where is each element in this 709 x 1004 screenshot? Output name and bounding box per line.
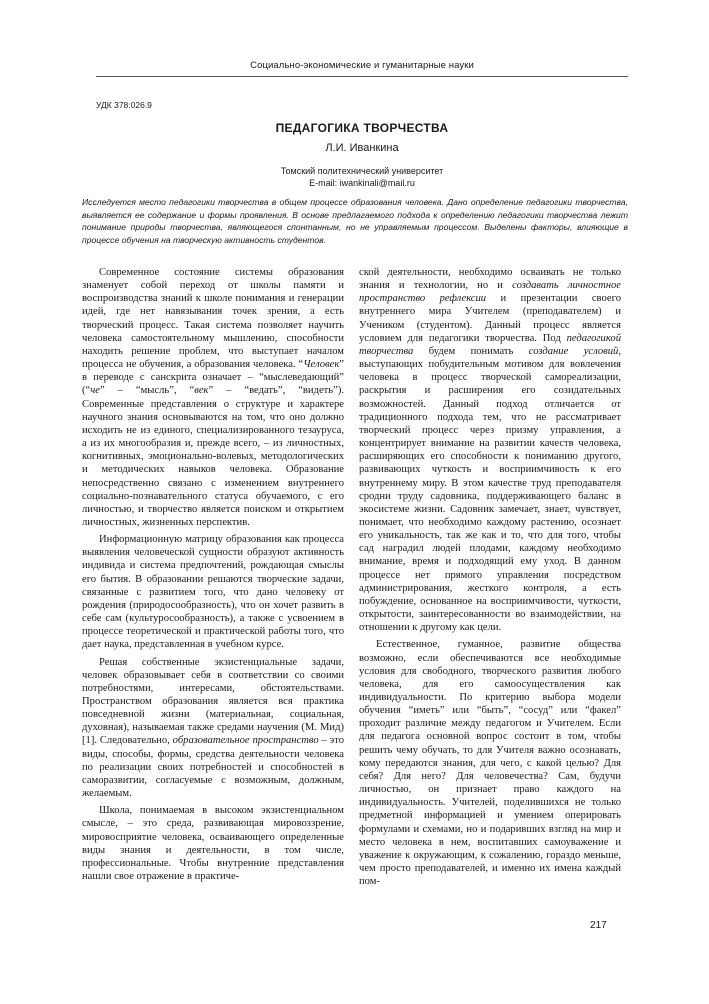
text-span: – это виды, способы, формы, средства деятельности человека по реализации своих потребностей и способностей в саморазвитии, согласуемые с возможным, должным, желаемым. — [82, 735, 345, 800]
text-span: и презентации своего внутреннего мира Учителем (преподавателем) и Учеником (студентом). Данный процесс является условием для педагогики творчества. Под — [359, 293, 621, 344]
emphasis-text: педагогикой творчества — [359, 332, 621, 357]
paragraph: Естественное, гуманное, развитие общества возможно, если обеспечиваются все необходимые условия для свободного, творческого развития любого человека, для его самоосуществления как индивидуальности. По критерию выбора модели обучения “иметь” или “быть”, “сосуд” или “факел” проходит различие между педагогом и Учителем. Если для педагога основной вопрос состоит в том, чтобы решить чему обучать, то для Учителя важно осознавать, кому передаются знания, для чего, с какой целью? Для себя? Для него? Для человечества? Сам, будучи личностью, он признает право каждого на индивидуальность. Учителей, поделившихся не только предметной информацией и умением оперировать формулами и схемами, но и подаривших взгляд на мир и место человека в нем, воспитавших самоуважение и уважение к окружающим, к сожалению, гораздо меньше, чем просто преподавателей, и именно их имена каждый пом- — [359, 639, 621, 888]
emphasis-text: создавать личностное пространство рефлексии — [359, 280, 621, 305]
emphasis-text: создание условий — [528, 345, 619, 357]
emphasis-text: че — [90, 385, 100, 397]
text-span: Решая собственные экзистенциальные задачи, человек образовывает себя в соответствии со своими потребностями, интересами, обстоятельствами. Пространством образования является вся практика повседневной жизни (материальная, социальная, духовная), называемая также средами научения (М. Мид) [1]. Следовательно, — [82, 656, 344, 747]
author-email: E-mail: iwankinali@mail.ru — [309, 178, 415, 188]
text-span: будем понимать — [413, 345, 529, 357]
emphasis-text: Человек — [303, 359, 340, 371]
paragraph: Школа, понимаемая в высоком экзистенциальном смысле, – это среда, развивающая мировоззрение, мировосприятие человека, осваивающего определенные виды знания и деятельности, в том числе, профессиональные. Чтобы внутренние представления нашли свое отражение в практиче- — [82, 805, 344, 883]
paragraph — [82, 656, 344, 801]
text-span: ской деятельности, необходимо осваивать не только знания и технологии, но и — [359, 267, 621, 292]
header-rule — [96, 76, 628, 77]
left-column — [82, 266, 344, 887]
text-span: ” – “мысль”, “ — [100, 385, 195, 397]
article-title: ПЕДАГОГИКА ТВОРЧЕСТВА — [275, 121, 449, 135]
abstract: Исследуется место педагогики творчества в общем процессе образования человека. Дано определение педагогики творчества, выявляется ее содержание и формы проявления. В основе предлагаемого подхода к определению педагогики творчества лежит понимание природы творчества, являющегося спонтанным, но не управляемым процессом. Выделены факторы, влияющие в процессе обучения на творческую активность студентов. — [82, 197, 628, 246]
text-span: ” – “ведать”, “видеть”). Современные представления о структуре и характере научного знания основываются на том, что оно должно исходить не из единого, специализированного тезауруса, а из их многообразия и, прежде всего, – из личностных, когнитивных, эмоционально-волевых, методологических и методических навыков человека. Образование непосредственно связано с изменением внутреннего социально-познавательного статуса обучаемого, с его личностью, и творчество является поиском и открытием личностных, жизненных перспектив. — [82, 385, 344, 528]
right-column — [359, 266, 621, 892]
page-number: 217 — [590, 920, 607, 931]
emphasis-text: век — [194, 385, 209, 397]
text-span: ” в переводе с санскрита означает – “мыслеведающий” (“ — [82, 359, 344, 397]
paragraph: Информационную матрицу образования как процесса выявления человеческой сущности образуют активность индивида и система предпочтений, рождающая смыслы его бытия. В образовании решаются творческие задачи, связанные с развитием того, что дано человеку от рождения (природосообразность), что он хочет развить в себе сам (культуросообразность), а также с усвоением в процессе теоретической и практической работы того, что дает наука, представленная в учебном курсе. — [82, 534, 344, 651]
running-header: Социально-экономические и гуманитарные науки — [250, 60, 474, 71]
author-name: Л.И. Иванкина — [325, 142, 399, 154]
text-span: Современное состояние системы образования знаменует собой переход от школы памяти и воспроизводства знаний к школе понимания и генерации идей, где нет навязывания точек зрения, а есть творческий процесс. Такая система позволяет научить человека самостоятельному мышлению, способности находить решение проблем, что выступает началом процесса не обучения, а образования человека. “ — [82, 267, 344, 371]
emphasis-text: образовательное пространство — [172, 735, 319, 747]
udc-code: УДК 378:026.9 — [96, 100, 152, 110]
paragraph — [82, 266, 344, 529]
text-span: , выступающих побудительным мотивом для вовлечения человека в процесс творческой самореализации, раскрытия и расширения его созидательных возможностей. Данный подход отличается от традиционного подхода тем, что не рассматривает творческий процесс через призму управления, а концентрирует внимание на развитии качеств человека, расширяющих его способности к пониманию другого, развивающих чуткость и восприимчивость к его внутреннему миру. В этом качестве труд преподавателя сродни труду садовника, поддерживающего баланс в экосистеме жизни. Садовник замечает, знает, чувствует, понимает, что необходимо каждому растению, осознает его уникальность, так же как и то, что для того, чтобы сад наградил людей плодами, каждому необходимо внимание, время и подходящий ему уход. В данном процессе нет прямого управления посредством администрирования, жесткого контроля, а есть побуждение, основанное на восприимчивости, чуткости, открытости, заинтересованности во взаимодействии, на отношении к другому как цели. — [359, 345, 621, 634]
paragraph — [359, 266, 621, 634]
author-affiliation: Томский политехнический университет — [280, 166, 444, 176]
